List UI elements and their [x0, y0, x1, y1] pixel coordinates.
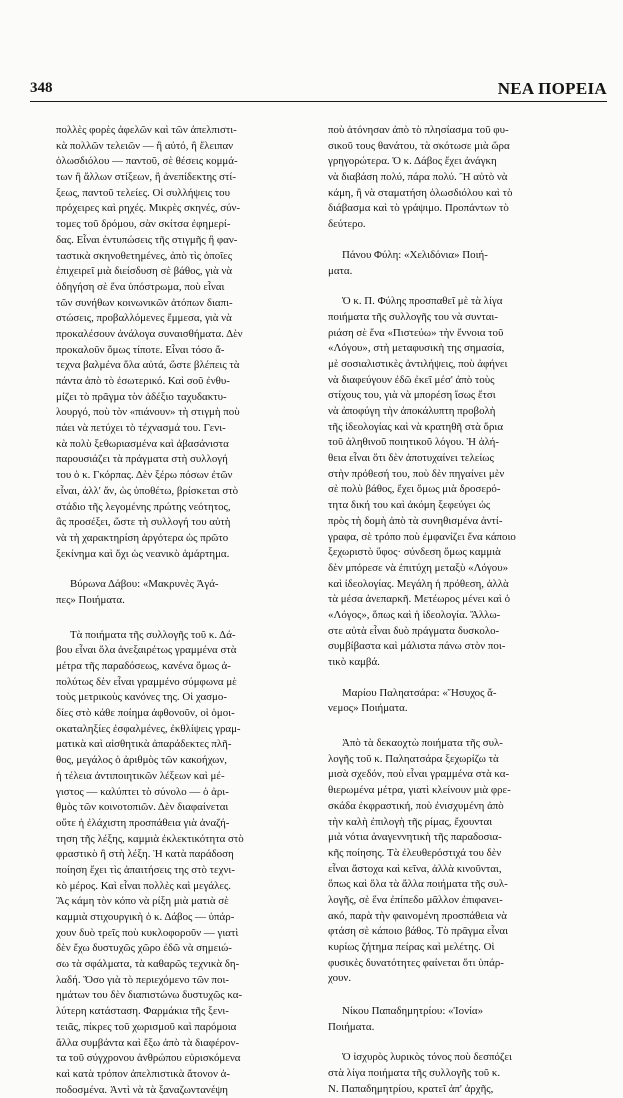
text-line: Ν. Παπαδημητρίου, κρατεῖ ἀπ' ἀρχῆς, — [328, 1082, 494, 1095]
text-line: ξεως, παντοῦ τελείες. Οἱ συλλήψεις του — [56, 186, 230, 199]
text-line: τειᾶς, πίκρες τοῦ χωρισμοῦ καὶ παρόμοια — [56, 1020, 237, 1033]
text-line: δὲν μπόρεσε νὰ ἐπιτύχη μεταξὺ «Λόγου» — [328, 561, 509, 574]
text-line: τὰ μέσα ἀνεπαρκῆ. Μετέωρος μένει καὶ ὁ — [328, 593, 511, 606]
text-line: Ἀπὸ τὰ δεκαοχτὼ ποιήματα τῆς συλ- — [342, 737, 503, 750]
text-line: τοὺς μετρικοὺς κανόνες της. Οἱ χασμο- — [56, 691, 227, 704]
text-line: δὲν ἔχω δυστυχῶς χῶρο ἐδῶ νὰ σημειώ- — [56, 942, 232, 955]
text-line: κὸ μέρος. Καὶ εἶναι πολλὲς καὶ μεγάλες. — [56, 879, 231, 892]
text-line: ξεχωριστὸ ὕφος· σύνδεση ὅμως καμμιὰ — [328, 546, 501, 559]
text-line: ματα. — [328, 264, 353, 277]
text-line: ἃς προσέξει, ὥστε τὴ συλλογή του αὐτὴ — [56, 516, 231, 529]
text-line: τεχνα βαλμένα ὅλα αὐτά, ὥστε βλέπεις τὰ — [56, 359, 240, 372]
text-line: θμὸς τῶν κοινοτοπιῶν. Δὲν διαφαίνεται — [56, 801, 229, 814]
text-line: νὰ διαφεύγουν ἐδῶ ἐκεῖ μέσ' ἀπὸ τοὺς — [328, 373, 495, 386]
text-line: λογῆς, σὲ ἕνα ἐπίπεδο μᾶλλον ἐπιφανει- — [328, 893, 503, 906]
text-line: σὲ πολὺ βάθος, ἔχει ὅμως μιὰ δροσερό- — [328, 483, 501, 496]
text-line: πρόχειρες καὶ ρηχές. Μικρὲς σκηνές, σύν- — [56, 202, 241, 215]
text-line: στίχους του, γιὰ νὰ μπορέση ἴσως ἔτσι — [328, 389, 496, 402]
text-line: συμβίβαστα καὶ μάλιστα πάνω στὸν ποι- — [328, 640, 506, 653]
text-line: Ποιήματα. — [328, 1020, 375, 1033]
text-line: δεύτερο. — [328, 218, 366, 231]
text-line: κῆς ποίησης. Τὰ ἐλευθερόστιχά του δὲν — [328, 846, 502, 859]
text-line: ὅπως καὶ ὅλα τὰ ἄλλα ποιήματα τῆς συλ- — [328, 878, 508, 891]
text-line: στε αὐτὰ εἶναι δυὸ πράγματα δυσκολο- — [328, 624, 500, 637]
text-line: τῆς ἰδεολογίας καὶ νὰ κρατηθῆ στὰ ὅρια — [328, 420, 504, 433]
text-line: λογῆς τοῦ κ. Παληατσάρα ξεχωρίζω τὰ — [328, 752, 499, 765]
text-line: ακό, παρὰ τὴν φαινομένη προσπάθεια νὰ — [328, 909, 507, 922]
text-line: μιὰ νότια ἀναγεννητικὴ τῆς παραδοσια- — [328, 831, 502, 844]
text-line: θιερωμένα μέτρα, γιατὶ κλείνουν μιὰ φρε- — [328, 784, 511, 797]
text-line: τα τοῦ σύγχρονου ἀνθρώπου εὐρισκόμενα — [56, 1052, 241, 1065]
text-line: ξεκίνημα καὶ ὄχι ὡς νεανικὸ ἁμάρτημα. — [56, 547, 230, 560]
text-line: ἐπιχειρεῖ μιὰ διείσδυση σὲ βάθος, γιὰ νὰ — [56, 265, 233, 278]
text-line: ἡ τέλεια ἀντιποιητικῶν λέξεων καὶ μέ- — [56, 769, 225, 782]
text-line: διάβασμα καὶ τὸ γράψιμο. Προπάντων τὸ — [328, 202, 509, 215]
review-heading — [328, 686, 598, 717]
page-header — [30, 79, 607, 102]
review-paragraph — [56, 628, 315, 1098]
text-line: χουν δυὸ τρεῖς ποὺ κυκλοφοροῦν — γιατὶ — [56, 926, 239, 939]
review-paragraph — [328, 294, 598, 671]
text-line: πολλὲς φορὲς ἀφελῶν καὶ τῶν ἀπελπιστι- — [56, 124, 237, 136]
right-column — [328, 123, 598, 1098]
text-line: ἄλλα συμβάντα καὶ ἔξω ἀπὸ τὰ διαφέρον- — [56, 1036, 240, 1049]
text-line: εἶναι ἄστοχα καὶ κεῖνα, ἀλλὰ κινοῦνται, — [328, 862, 502, 875]
text-line: δας. Εἶναι ἐντυπώσεις τῆς στιγμῆς ἢ φαν- — [56, 233, 238, 246]
review-heading — [328, 248, 598, 279]
text-line: τοῦ ἀληθινοῦ ποιητικοῦ λόγου. Ἡ ἀλή- — [328, 436, 499, 449]
text-line: τὴν καλὴ ἐπιλογὴ τῆς ρίμας, ἔχουνται — [328, 815, 493, 828]
text-line: φραστικὸ ἢ στὴ λέξη. Ἡ κατὰ παράδοση — [56, 848, 234, 861]
text-line: φυσικὲς δυνατότητες φαίνεται ὅτι ὑπάρ- — [328, 956, 504, 969]
text-line: Ὁ ἰσχυρὸς λυρικὸς τόνος ποὺ δεσπόζει — [342, 1051, 512, 1064]
review-paragraph — [328, 1050, 598, 1097]
text-line: λαδή. Ὅσο γιὰ τὸ περιεχόμενο τῶν ποι- — [56, 973, 230, 986]
text-line: στὰ λίγα ποιήματα τῆς συλλογῆς τοῦ κ. — [328, 1067, 501, 1080]
text-line: πάντα ἀπὸ τὸ ἐσωτερικό. Καὶ σοῦ ἐνθυ- — [56, 375, 230, 387]
text-line: παρουσιάζει τὰ πράγματα στὴ συλλογή — [56, 453, 228, 466]
text-line: «Λόγου», στὴ μεταφυσικὴ της σημασία, — [328, 342, 505, 355]
text-line: ματικὰ καὶ αἰσθητικὰ ἀπαράδεκτες πλῆ- — [56, 738, 232, 751]
text-line: ποὺ ἀτόνησαν ἀπὸ τὸ πλησίασμα τοῦ φυ- — [328, 124, 509, 136]
text-line: ποίηση ἔχει τὶς ἀπαιτήσεις της στὸ τεχνι- — [56, 863, 235, 876]
text-line: καὶ ἰδεολογίας. Μεγάλη ἡ πρόθεση, ἀλλὰ — [328, 577, 509, 590]
text-line: ὁδηγήση σὲ ἕνα ὑπόστρωμα, ποὺ εἶναι — [56, 280, 225, 293]
text-line: στώσεις, προβαλλόμενες ἔμμεσα, γιὰ νὰ — [56, 312, 232, 325]
review-heading — [328, 1004, 598, 1035]
text-line: νὰ διαβάση πολύ, πάρα πολύ. Ἢ αὐτὸ νὰ — [328, 171, 508, 184]
text-line: καμμιὰ στιχουργικὴ ὁ κ. Δάβος — ὑπάρ- — [56, 911, 235, 923]
page-number: 348 — [30, 80, 53, 96]
text-line: γρηγορώτερα. Ὁ κ. Δάβος ἔχει ἀνάγκη — [328, 155, 497, 168]
text-line: ποιήματα τῆς συλλογῆς του νὰ συνται- — [328, 310, 498, 323]
text-line: κὰ πολλῶν τελειῶν — ἢ αὐτό, ἢ ἔλειπαν — [56, 139, 234, 152]
text-line: νεμος» Ποιήματα. — [328, 702, 408, 715]
text-line: Νίκου Παπαδημητρίου: «Ἰονία» — [342, 1005, 484, 1018]
text-line: λουργό, ποὺ τὸν «πιάνουν» τὴ στιγμὴ ποὺ — [56, 406, 240, 419]
text-line: σω τὰ σφάλματα, τὰ καθαρῶς τεχνικὰ δη- — [56, 958, 240, 971]
text-line: πρὸς τὴ δομὴ ἀπὸ τὰ συνηθισμένα ἀντί- — [328, 514, 503, 527]
text-line: «Λόγος», ὅπως καὶ ἡ ἰδεολογία. Ἄλλω- — [328, 608, 501, 621]
review-paragraph — [328, 123, 598, 233]
text-line: γραφα, σὲ τρόπο ποὺ ἐμφανίζει ἕνα κάποιο — [328, 530, 516, 543]
text-line: ὁλωσδιόλου — παντοῦ, σὲ θέσεις κομμά- — [56, 155, 238, 168]
text-line: κυρίως ζήτημα πείρας καὶ μελέτης. Οἱ — [328, 941, 495, 953]
text-line: των ἢ ἄλλων στίξεων, ἢ ἀνεπίδεκτης στί- — [56, 171, 236, 184]
text-line: τητα δική του καὶ ἀκόμη ξεφεύγει ὡς — [328, 499, 491, 512]
review-paragraph — [328, 736, 598, 987]
text-line: σκάδα ἐκφραστική, ποὺ ἐνισχυμένη ἀπὸ — [328, 799, 504, 812]
text-line: Ὁ κ. Π. Φύλης προσπαθεῖ μὲ τὰ λίγα — [342, 295, 503, 308]
text-line: τηση τῆς λέξης, καμμιὰ ἐκλεκτικότητα στὸ — [56, 832, 244, 845]
text-line: μὲ σοσιαλιστικὲς ἀντιλήψεις, ποὺ ἀφήνει — [328, 357, 508, 370]
text-line: πες» Ποιήματα. — [56, 593, 125, 606]
text-line: ημάτων του δὲν διαπιστώνω δυστυχῶς κα- — [56, 989, 243, 1002]
text-line: τικὸ καμβά. — [328, 656, 380, 668]
text-line: νὰ τὴ χαρακτηρίση ἀργότερα ὡς πρῶτο — [56, 531, 229, 544]
text-line: του ὁ κ. Γκόρπας. Δὲν ξέρω πόσων ἐτῶν — [56, 469, 233, 482]
text-line: καὶ κατὰ τρόπον ἀπελπιστικὰ ἄτονον ἀ- — [56, 1067, 230, 1080]
text-line: ταστικὰ σκηνοθετημένες, ἀπὸ τὶς ὁποῖες — [56, 249, 233, 262]
text-line: πάει νὰ πετύχει τὸ τέχνασμά του. Γενι- — [56, 422, 226, 435]
text-line: οὔτε ἡ ἐλάχιστη προσπάθεια γιὰ ἀναζή- — [56, 816, 230, 829]
text-line: γιστος — καλύπτει τὸ σύνολο — ὁ ἀρι- — [56, 785, 229, 798]
text-line: εἶναι, ἀλλ' ἄν, ὡς ὑποθέτω, βρίσκεται στὸ — [56, 484, 239, 497]
text-line: Πάνου Φύλη: «Χελιδόνια» Ποιή- — [342, 248, 488, 261]
text-line: φτάση σὲ κάποιο βάθος. Τὸ πρᾶγμα εἶναι — [328, 925, 509, 938]
review-paragraph — [56, 123, 315, 562]
review-heading — [56, 577, 315, 608]
text-line: τομες τοῦ δρόμου, σὰν σκίτσα ἐφημερί- — [56, 218, 231, 231]
text-line: Ἃς κάμη τὸν κόπο νὰ ρίξη μιὰ ματιὰ σὲ — [56, 895, 229, 908]
text-line: προκαλοῦν ὅμως τίποτε. Εἶναι τόσο ἄ- — [56, 343, 225, 356]
text-line: Βύρωνα Δάβου: «Μακρυνὲς Ἀγά- — [70, 578, 219, 591]
text-line: θεια εἶναι ὅτι δὲν ἀποτυχαίνει τελείως — [328, 452, 494, 465]
text-line: δίες στὸ κάθε ποίημα ἀφθονοῦν, οἱ ὁμοι- — [56, 707, 235, 720]
text-line: ριάση σὲ ἕνα «Πιστεύω» τὴν ἔννοια τοῦ — [328, 326, 504, 339]
text-line: μέτρα τῆς παραδόσεως, κανένα ὅμως ἀ- — [56, 660, 231, 672]
text-line: Μαρίου Παληατσάρα: «Ἥσυχος ἄ- — [342, 686, 497, 699]
text-line: στὴν πρόθεσή του, ποὺ δὲν πηγαίνει μὲν — [328, 467, 505, 480]
text-line: βου εἶναι ὅλα ἀνεξαιρέτως γραμμένα στὰ — [56, 644, 237, 657]
text-line: χουν. — [328, 972, 352, 985]
text-line: μισὰ σχεδόν, ποὺ εἶναι γραμμένα στὰ κα- — [328, 768, 510, 781]
text-line: θος, μεγάλος ὁ ἀριθμὸς τῶν κακοήχων, — [56, 754, 227, 767]
journal-title: ΝΕΑ ΠΟΡΕΙΑ — [497, 79, 607, 98]
text-line: στάδιο τῆς λεγομένης πρώτης νεότητος, — [56, 500, 231, 513]
text-line: ποδοσμένα. Ἀντὶ νὰ τὰ ξαναζωντανέψη — [56, 1083, 228, 1096]
text-line: προκαλέσουν ἀνάλογα συναισθήματα. Δὲν — [56, 327, 243, 340]
text-line: μίζει τὸ πρᾶγμα τὸν ἀδέξιο ταχυδακτυ- — [56, 390, 227, 403]
text-line: πολύτως δὲν εἶναι γραμμένο σύμφωνα μὲ — [56, 675, 237, 688]
text-line: νὰ ἀποφύγη τὴν ἀποκάλυπτη προβολὴ — [328, 405, 496, 417]
text-line: κάμη, ἢ νὰ σταματήση ὁλωσδιόλου καὶ τὸ — [328, 186, 513, 199]
text-line: κὰ πολὺ ξεθωριασμένα καὶ ἀβασάνιστα — [56, 437, 229, 450]
left-column — [56, 123, 315, 1098]
text-line: λύτερη κατάσταση. Φαρμάκια τῆς ξενι- — [56, 1005, 229, 1018]
text-line: Τὰ ποιήματα τῆς συλλογῆς τοῦ κ. Δά- — [70, 628, 236, 641]
text-line: σικοῦ τους θανάτου, τὰ σκότωσε μιὰ ὥρα — [328, 139, 510, 152]
text-line: οκαταληξίες ἐσφαλμένες, ἐκθλίψεις γραμ- — [56, 722, 241, 735]
text-line: τῶν συνήθων κοινωνικῶν ἀτόπων διαπι- — [56, 296, 233, 309]
